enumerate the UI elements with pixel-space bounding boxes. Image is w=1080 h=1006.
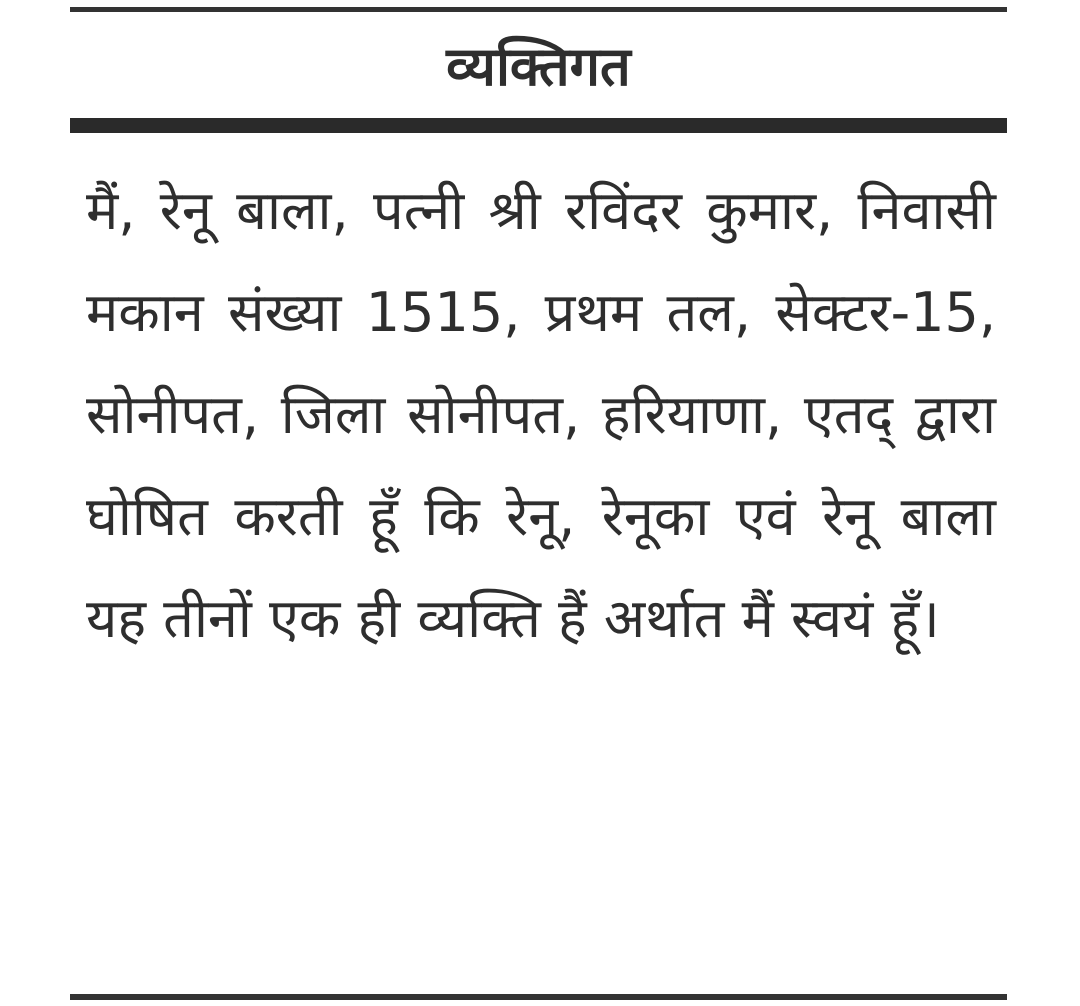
notice-body: मैं, रेनू बाला, पत्नी श्री रविंदर कुमार, निवासी मकान संख्या 1515, प्रथम तल, सेक्टर-15, सोनीपत, जिला सोनीपत, हरियाणा, एतद् द्वारा घोषित करती हूँ कि रेनू, रेनूका एवं रेनू बाला यह तीनों एक ही व्यक्ति हैं अर्थात मैं स्वयं हूँ। [86,179,996,650]
heading-divider [70,118,1007,133]
notice-heading: व्यक्तिगत [446,35,631,98]
classified-notice [70,0,1007,1006]
bottom-divider [70,994,1007,1000]
top-divider [70,7,1007,12]
